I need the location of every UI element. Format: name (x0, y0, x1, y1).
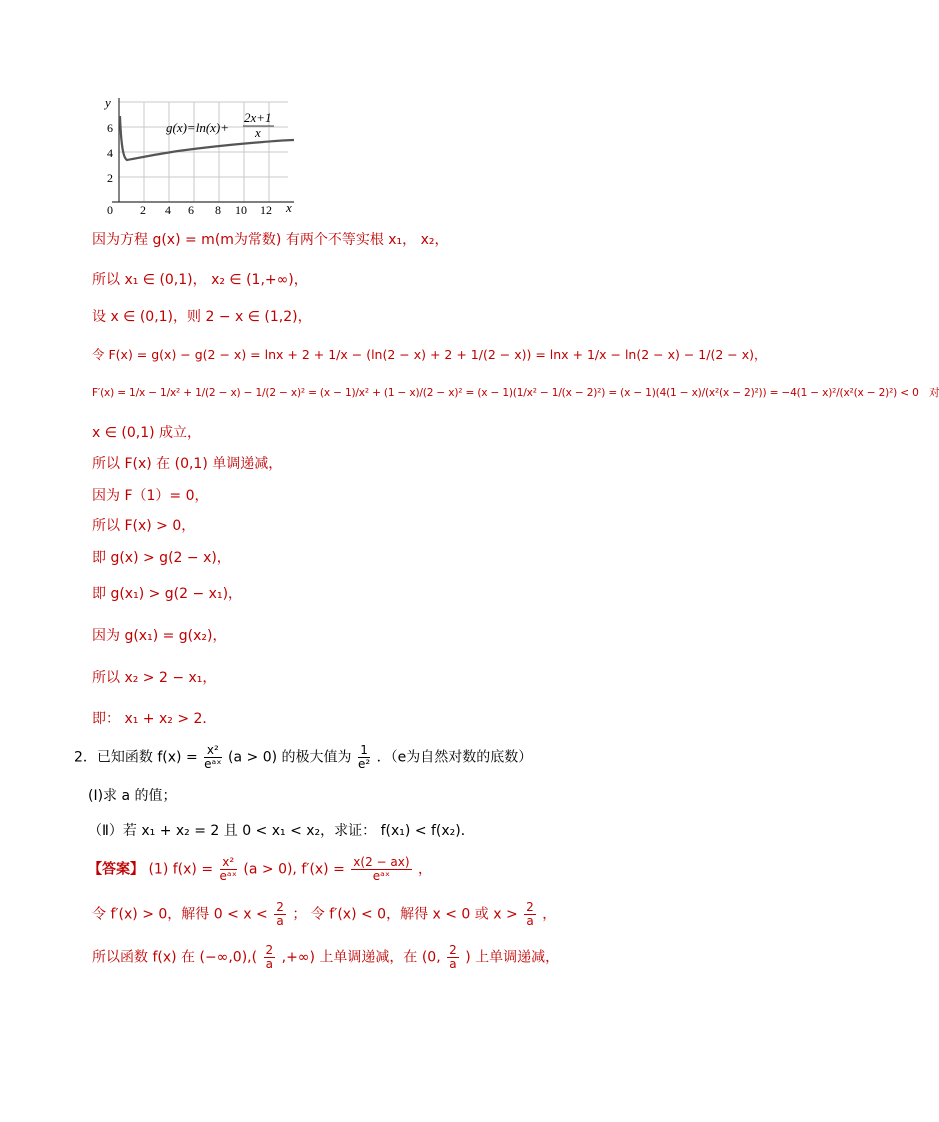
solution-line-5: F′(x) = 1/x − 1/x² + 1/(2 − x) − 1/(2 − x)² = (x − 1)/x² + (1 − x)/(2 − x)² = (x − 1)(1/x² − 1/(x − 2)²) = (x − 1)(4(1 − x)/(x²(x − 2)²)) = −4(1 − x)²/(x²(x − 2)²) < 0 对 (92, 387, 939, 399)
x-tick-2: 2 (140, 203, 146, 217)
y-tick-2: 2 (107, 171, 113, 185)
problem2-frac1-den: eᵃˣ (204, 757, 222, 771)
solution-line-2: 所以 x₁ ∈ (0,1)， x₂ ∈ (1,+∞)， (92, 272, 308, 288)
answer-frac1-num: x² (220, 856, 237, 870)
solution-line-3: 设 x ∈ (0,1)，则 2 − x ∈ (1,2)， (92, 309, 312, 325)
problem2-frac2-den: e² (357, 757, 371, 771)
problem2-part1: (I)求 a 的值； (88, 788, 177, 804)
solution-line-13: 所以 x₂ > 2 − x₁， (92, 670, 217, 686)
answer-line3-frac2-den: a (449, 957, 457, 971)
answer-line3-frac1-den: a (265, 957, 274, 971)
x-tick-4: 4 (165, 203, 171, 217)
answer-line3-b: ,+∞) 上单调递减，在 (0, (281, 949, 441, 966)
solution-line-12: 因为 g(x₁) = g(x₂)， (92, 628, 227, 644)
solution-line-10: 即 g(x) > g(2 − x)， (92, 550, 231, 566)
problem2-frac2-num: 1 (358, 744, 370, 758)
graph-formula-num: 2x+1 (244, 110, 272, 125)
problem2-stem (74, 744, 532, 771)
answer-line2-frac2-den: a (526, 914, 534, 928)
problem2-part2: （Ⅱ）若 x₁ + x₂ = 2 且 0 < x₁ < x₂，求证： f(x₁) < f(x₂)． (88, 823, 475, 839)
x-tick-10: 10 (235, 203, 247, 217)
solution-line-8: 因为 F（1）= 0， (92, 488, 209, 504)
answer-line3-a: 所以函数 f(x) 在 (−∞,0),( (92, 949, 258, 966)
answer-line3-frac1-num: 2 (265, 943, 274, 957)
x-axis-label: x (286, 200, 292, 215)
y-axis-label: y (105, 95, 111, 110)
problem2-frac2 (358, 744, 370, 771)
solution-line-6: x ∈ (0,1) 成立， (92, 425, 202, 441)
answer-line2-b: ； 令 f′(x) < 0，解得 x < 0 或 x > (292, 906, 518, 923)
solution-line-11: 即 g(x₁) > g(2 − x₁)， (92, 586, 243, 602)
answer-line3-c: ) 上单调递减， (465, 949, 560, 966)
answer-tag: 【答案】 (88, 861, 144, 878)
answer-line2-a: 令 f′(x) > 0，解得 0 < x < (92, 906, 268, 923)
answer-line3-frac1 (264, 944, 276, 971)
graph-formula: g(x)=ln(x)+ (166, 120, 230, 135)
answer-line2-frac2-num: 2 (526, 900, 534, 914)
answer-frac2-num: x(2 − ax) (353, 855, 410, 869)
answer-line1-a: (1) f(x) = (148, 861, 214, 878)
answer-frac2-den: eᵃˣ (372, 869, 391, 883)
answer-line2-frac2 (524, 901, 536, 928)
problem2-frac1-num: x² (204, 744, 221, 758)
answer-line2-c: ， (542, 906, 557, 923)
answer-line2-frac1-den: a (276, 914, 284, 928)
x-tick-0: 0 (107, 203, 113, 217)
answer-frac1 (220, 856, 237, 883)
problem2-stem-c: ．（e为自然对数的底数） (376, 749, 533, 766)
y-tick-4: 4 (107, 146, 113, 160)
answer-line-1 (88, 856, 432, 883)
y-tick-6: 6 (107, 121, 113, 135)
answer-line3-frac2 (447, 944, 459, 971)
x-tick-8: 8 (215, 203, 221, 217)
problem2-frac1 (204, 744, 221, 771)
x-tick-12: 12 (260, 203, 272, 217)
answer-line-3 (92, 944, 559, 971)
solution-line-7: 所以 F(x) 在 (0,1) 单调递减， (92, 456, 283, 472)
answer-line2-frac1-num: 2 (276, 900, 284, 914)
solution-line-14: 即： x₁ + x₂ > 2． (92, 711, 217, 727)
answer-frac2 (351, 856, 411, 883)
x-tick-6: 6 (188, 203, 194, 217)
answer-line2-frac1 (274, 901, 286, 928)
problem2-stem-b: (a > 0) 的极大值为 (228, 749, 352, 766)
graph-formula-den: x (255, 125, 261, 140)
answer-line1-b: (a > 0), f′(x) = (243, 861, 345, 878)
problem2-stem-a: 2．已知函数 f(x) = (74, 749, 198, 766)
function-graph (98, 94, 303, 220)
solution-line-9: 所以 F(x) > 0， (92, 518, 196, 534)
answer-line3-frac2-num: 2 (449, 943, 457, 957)
solution-line-4: 令 F(x) = g(x) − g(2 − x) = lnx + 2 + 1/x − (ln(2 − x) + 2 + 1/(2 − x)) = lnx + 1/x − ln(2 − x) − 1/(2 − x)， (92, 347, 767, 362)
answer-line1-c: ， (418, 861, 432, 878)
answer-frac1-den: eᵃˣ (219, 869, 237, 883)
answer-line-2 (92, 901, 556, 928)
solution-line-1: 因为方程 g(x) = m(m为常数) 有两个不等实根 x₁， x₂， (92, 232, 449, 248)
